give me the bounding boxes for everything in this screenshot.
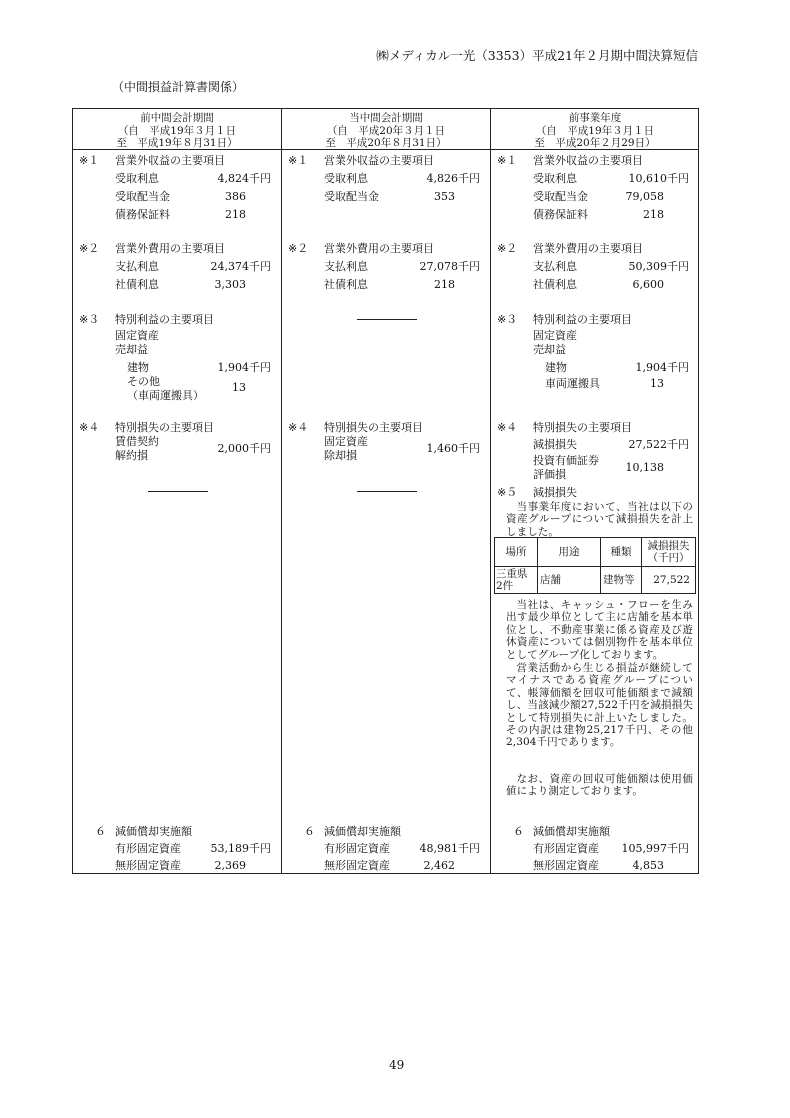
- item-value: 2,369: [214, 859, 246, 872]
- item-value: 353: [434, 190, 455, 203]
- impairment-table-header: [495, 538, 696, 567]
- cell-kind: 建物等: [601, 567, 642, 594]
- note-title: 減価償却実施額: [533, 825, 610, 838]
- item-value: 13: [650, 377, 664, 390]
- header-kind: 種類: [601, 538, 642, 567]
- item-value: 27,522千円: [628, 438, 689, 451]
- header-place: 場所: [495, 538, 538, 567]
- item-name: 固定資産: [324, 435, 368, 448]
- note-title: 減価償却実施額: [115, 825, 192, 838]
- item-name: 無形固定資産: [115, 859, 181, 872]
- item-name: その他: [127, 375, 160, 388]
- item-name: 受取利息: [533, 172, 577, 185]
- item-value: 4,853: [632, 859, 664, 872]
- item-name: 支払利息: [115, 260, 159, 273]
- item-value: 10,138: [625, 461, 664, 474]
- note-mark: ※２: [497, 242, 518, 255]
- header-loss: [642, 538, 696, 567]
- item-name: 除却損: [324, 449, 357, 462]
- item-name: 車両運搬具: [545, 377, 600, 390]
- item-value: 10,610千円: [628, 172, 689, 185]
- note-mark: ※３: [497, 313, 518, 326]
- item-value: 218: [643, 208, 664, 221]
- item-value: 4,824千円: [217, 172, 271, 185]
- none-dash: [357, 491, 417, 492]
- item-value: 105,997千円: [621, 842, 689, 855]
- note-mark: ※５: [497, 486, 518, 499]
- item-value: 1,460千円: [426, 442, 480, 455]
- item-value: 4,826千円: [426, 172, 480, 185]
- note-title: 特別損失の主要項目: [324, 421, 423, 434]
- item-name: 有形固定資産: [115, 842, 181, 855]
- column-header-prev-interim: [73, 112, 281, 150]
- note-title: 営業外費用の主要項目: [115, 242, 225, 255]
- item-value: 2,462: [423, 859, 455, 872]
- cell-place: [495, 567, 538, 594]
- cell-use: 店舗: [538, 567, 601, 594]
- cell-loss: 27,522: [642, 567, 696, 594]
- impairment-paragraph-2: 営業活動から生じる損益が継続してマイナスである資産グループについて、帳簿価額を回収可能価額まで減額し、当該減少額27,522千円を減損損失として特別損失に計上いたしました。その内訳は建物25,217千円、その他2,304千円であります。: [506, 662, 693, 749]
- note-title: 減損損失: [533, 486, 577, 499]
- cell-place-line2: 2件: [496, 580, 514, 592]
- item-name: 社債利息: [115, 278, 159, 291]
- impairment-paragraph-3: なお、資産の回収可能価額は使用価値により測定しております。: [506, 773, 693, 798]
- impairment-intro: 当事業年度において、当社は以下の資産グループについて減損損失を計上しました。: [506, 501, 693, 538]
- item-name: 投資有価証券: [533, 454, 599, 467]
- header-loss-label: 減損損失: [647, 540, 690, 552]
- note-mark: ※３: [79, 313, 100, 326]
- item-name: 売却益: [115, 343, 148, 356]
- impairment-table: [494, 537, 696, 594]
- note-title: 営業外収益の主要項目: [324, 154, 434, 167]
- none-dash: [357, 319, 417, 320]
- item-name: 賃借契約: [115, 435, 159, 448]
- item-value: 79,058: [625, 190, 664, 203]
- item-value: 48,981千円: [419, 842, 480, 855]
- header-use: 用途: [538, 538, 601, 567]
- item-name: 売却益: [533, 343, 566, 356]
- column-period-to: 至 平成19年８月31日）: [116, 137, 238, 149]
- cell-place-line1: 三重県: [496, 568, 528, 580]
- column-label: 前事業年度: [568, 112, 622, 124]
- item-value: 13: [232, 381, 246, 394]
- column-period-from: （自 平成20年３月１日: [326, 124, 446, 137]
- note-mark: ※４: [79, 421, 100, 434]
- item-name: 無形固定資産: [324, 859, 390, 872]
- item-name: 社債利息: [533, 278, 577, 291]
- note-mark: ※１: [497, 154, 518, 167]
- impairment-paragraph-1: 当社は、キャッシュ・フローを生み出す最少単位として主に店舗を基本単位とし、不動産事業に係る資産及び遊休資産については個別物件を基本単位としてグループ化しております。: [506, 599, 693, 661]
- note-title: 減価償却実施額: [324, 825, 401, 838]
- item-name: 固定資産: [533, 329, 577, 342]
- item-name: 支払利息: [533, 260, 577, 273]
- item-value: 6,600: [632, 278, 664, 291]
- item-name: 支払利息: [324, 260, 368, 273]
- item-name: 無形固定資産: [533, 859, 599, 872]
- item-name: 受取配当金: [115, 190, 170, 203]
- note-title: 特別利益の主要項目: [533, 313, 632, 326]
- item-name: 受取利息: [324, 172, 368, 185]
- note-title: 営業外収益の主要項目: [115, 154, 225, 167]
- item-value: 218: [434, 278, 455, 291]
- item-value: 27,078千円: [419, 260, 480, 273]
- item-name: 減損損失: [533, 438, 577, 451]
- item-name: 解約損: [115, 449, 148, 462]
- column-period-to: 至 平成20年２月29日）: [534, 137, 656, 149]
- note-mark: ※１: [288, 154, 309, 167]
- note-title: 営業外費用の主要項目: [533, 242, 643, 255]
- item-value: 2,000千円: [217, 442, 271, 455]
- item-name: 受取配当金: [324, 190, 379, 203]
- column-divider-2: [490, 109, 491, 873]
- note-mark: ※４: [288, 421, 309, 434]
- column-header-current-interim: [282, 112, 490, 150]
- item-name: 債務保証料: [115, 208, 170, 221]
- note-mark: ※２: [288, 242, 309, 255]
- header-loss-unit: （千円）: [647, 552, 690, 564]
- item-value: 386: [225, 190, 246, 203]
- note-mark: ※２: [79, 242, 100, 255]
- item-name: 債務保証料: [533, 208, 588, 221]
- section-title: （中間損益計算書関係）: [112, 80, 245, 94]
- document-header: ㈱メディカル一光（3353）平成21年２月期中間決算短信: [376, 48, 698, 63]
- note-title: 特別損失の主要項目: [533, 421, 632, 434]
- none-dash: [148, 491, 208, 492]
- note-title: 特別利益の主要項目: [115, 313, 214, 326]
- notes-table: [72, 108, 699, 874]
- note-mark: ※４: [497, 421, 518, 434]
- column-header-prev-fiscal-year: [491, 112, 699, 150]
- page-number: 49: [389, 1058, 405, 1072]
- impairment-table-row: [495, 567, 696, 594]
- item-name: 建物: [545, 361, 567, 374]
- item-name: （車両運搬具）: [127, 389, 204, 402]
- note-mark: ※１: [79, 154, 100, 167]
- note-title: 特別損失の主要項目: [115, 421, 214, 434]
- item-name: 受取利息: [115, 172, 159, 185]
- column-label: 当中間会計期間: [349, 112, 423, 124]
- note-title: 営業外収益の主要項目: [533, 154, 643, 167]
- item-value: 50,309千円: [628, 260, 689, 273]
- column-divider-1: [281, 109, 282, 873]
- item-value: 24,374千円: [210, 260, 271, 273]
- note-title: 営業外費用の主要項目: [324, 242, 434, 255]
- item-name: 有形固定資産: [324, 842, 390, 855]
- column-period-from: （自 平成19年３月１日: [535, 124, 655, 137]
- column-label: 前中間会計期間: [140, 112, 214, 124]
- note-mark: ６: [513, 825, 524, 838]
- item-name: 有形固定資産: [533, 842, 599, 855]
- item-name: 受取配当金: [533, 190, 588, 203]
- item-value: 1,904千円: [217, 361, 271, 374]
- column-period-from: （自 平成19年３月１日: [117, 124, 237, 137]
- item-value: 53,189千円: [210, 842, 271, 855]
- column-period-to: 至 平成20年８月31日）: [325, 137, 447, 149]
- item-value: 3,303: [214, 278, 246, 291]
- note-mark: ６: [304, 825, 315, 838]
- item-name: 評価損: [533, 468, 566, 481]
- item-name: 社債利息: [324, 278, 368, 291]
- note-mark: ６: [95, 825, 106, 838]
- item-value: 218: [225, 208, 246, 221]
- item-name: 建物: [127, 361, 149, 374]
- item-value: 1,904千円: [635, 361, 689, 374]
- item-name: 固定資産: [115, 329, 159, 342]
